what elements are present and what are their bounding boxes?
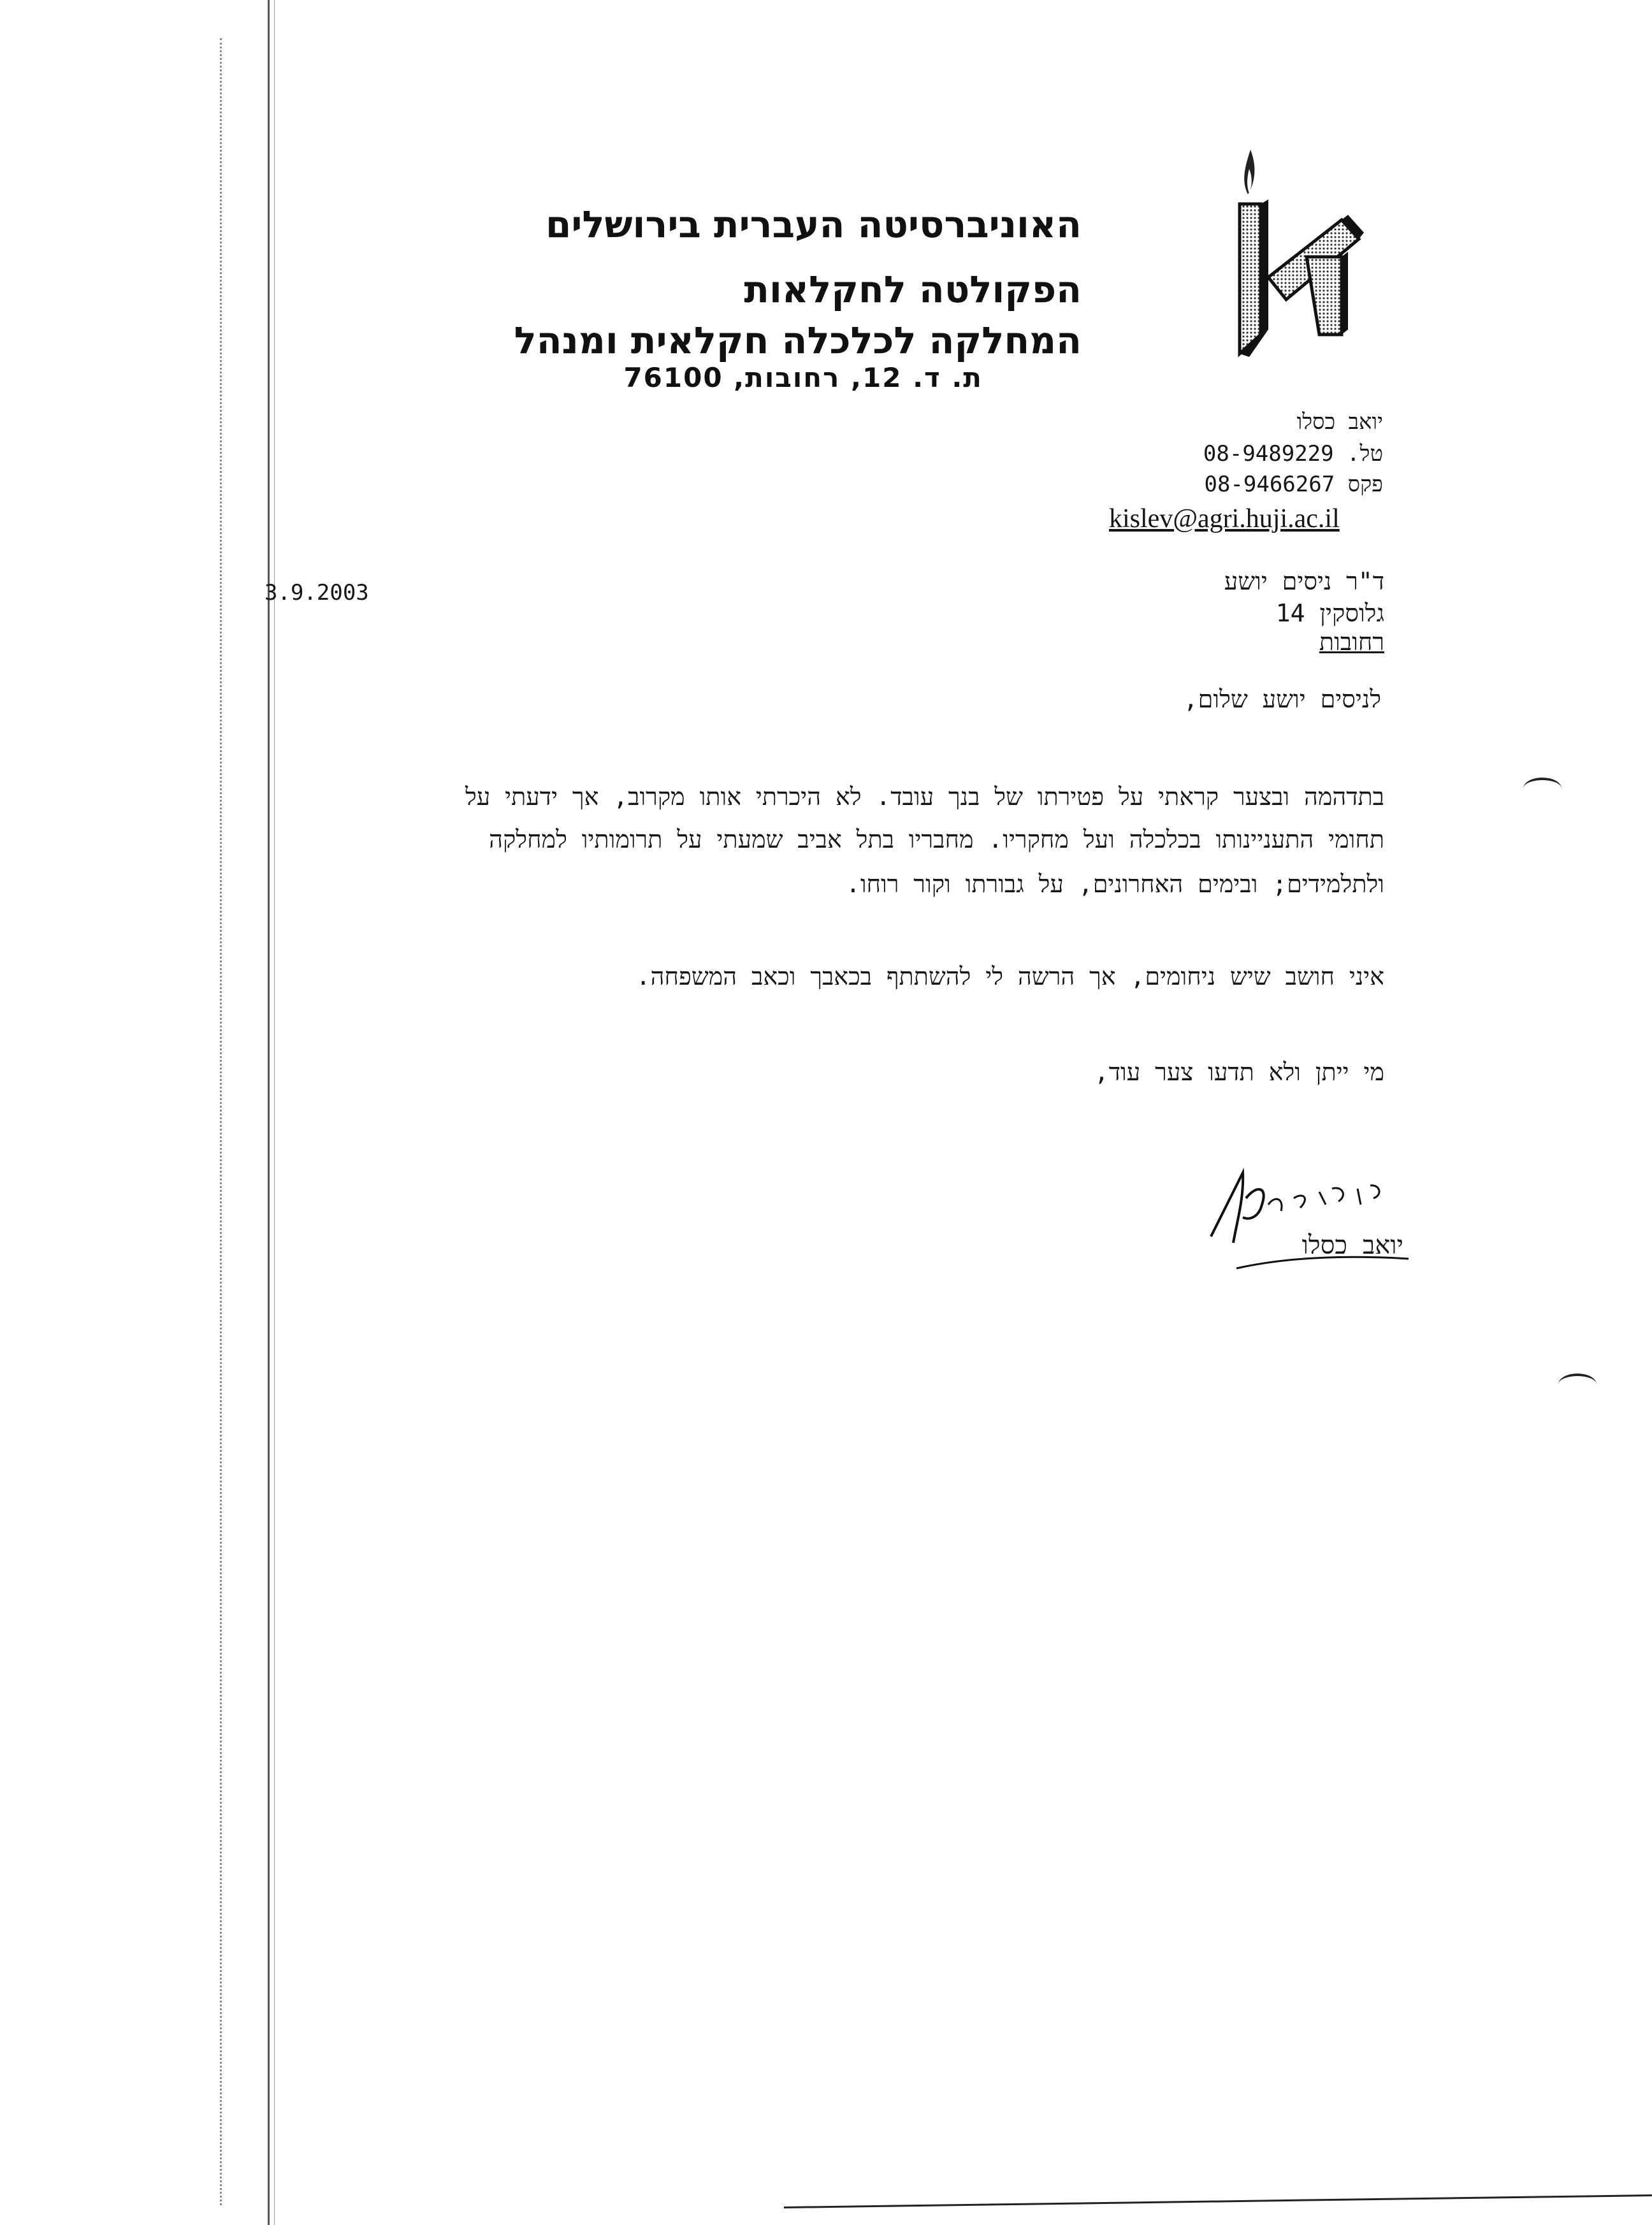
letterhead-department: המחלקה לכלכלה חקלאית ומנהל xyxy=(514,319,1082,362)
recipient-street: גלוסקין 14 xyxy=(1275,599,1384,627)
body-line: מי ייתן ולא תדעו צער עוד, xyxy=(1094,1058,1384,1086)
scan-margin-dotted-line xyxy=(220,38,222,2205)
body-line: תחומי התעניינותו בכלכלה ועל מחקריו. מחבריו בתל אביב שמעתי על תרומותיו למחלקה xyxy=(489,825,1384,853)
letterhead-university: האוניברסיטה העברית בירושלים xyxy=(545,203,1082,246)
salutation: לניסים יושע שלום, xyxy=(1183,685,1381,713)
body-line: בתדהמה ובצער קראתי על פטירתו של בנך עובד. לא היכרתי אותו מקרוב, אך ידעתי על xyxy=(465,783,1384,811)
hole-punch-mark xyxy=(1558,1373,1597,1395)
recipient-name: ד"ר ניסים יושע xyxy=(1224,567,1384,595)
sender-phone: טל. 08-9489229 xyxy=(1203,441,1383,467)
scan-margin-line-secondary xyxy=(274,0,275,2225)
scan-bottom-rule xyxy=(784,2194,1652,2208)
sender-fax: פקס 08-9466267 xyxy=(1204,472,1383,497)
body-line: ולתלמידים; ובימים האחרונים, על גבורתו וקור רוחו. xyxy=(845,870,1384,898)
body-line: איני חושב שיש ניחומים, אך הרשה לי להשתתף בכאבך וכאב המשפחה. xyxy=(635,962,1384,990)
recipient-city: רחובות xyxy=(1319,628,1384,656)
closing-name: יואב כסלו xyxy=(1301,1231,1403,1260)
scan-margin-line xyxy=(268,0,270,2225)
letterhead-faculty: הפקולטה לחקלאות xyxy=(744,268,1082,311)
letterhead-address: ת. ד. 12, רחובות, 76100 xyxy=(623,362,983,393)
sender-name: יואב כסלו xyxy=(1296,409,1383,435)
hole-punch-mark xyxy=(1523,778,1561,799)
hebrew-university-logo-icon xyxy=(1211,143,1364,373)
letter-date: 3.9.2003 xyxy=(264,580,369,605)
sender-email: kislev@agri.huji.ac.il xyxy=(1109,504,1340,533)
